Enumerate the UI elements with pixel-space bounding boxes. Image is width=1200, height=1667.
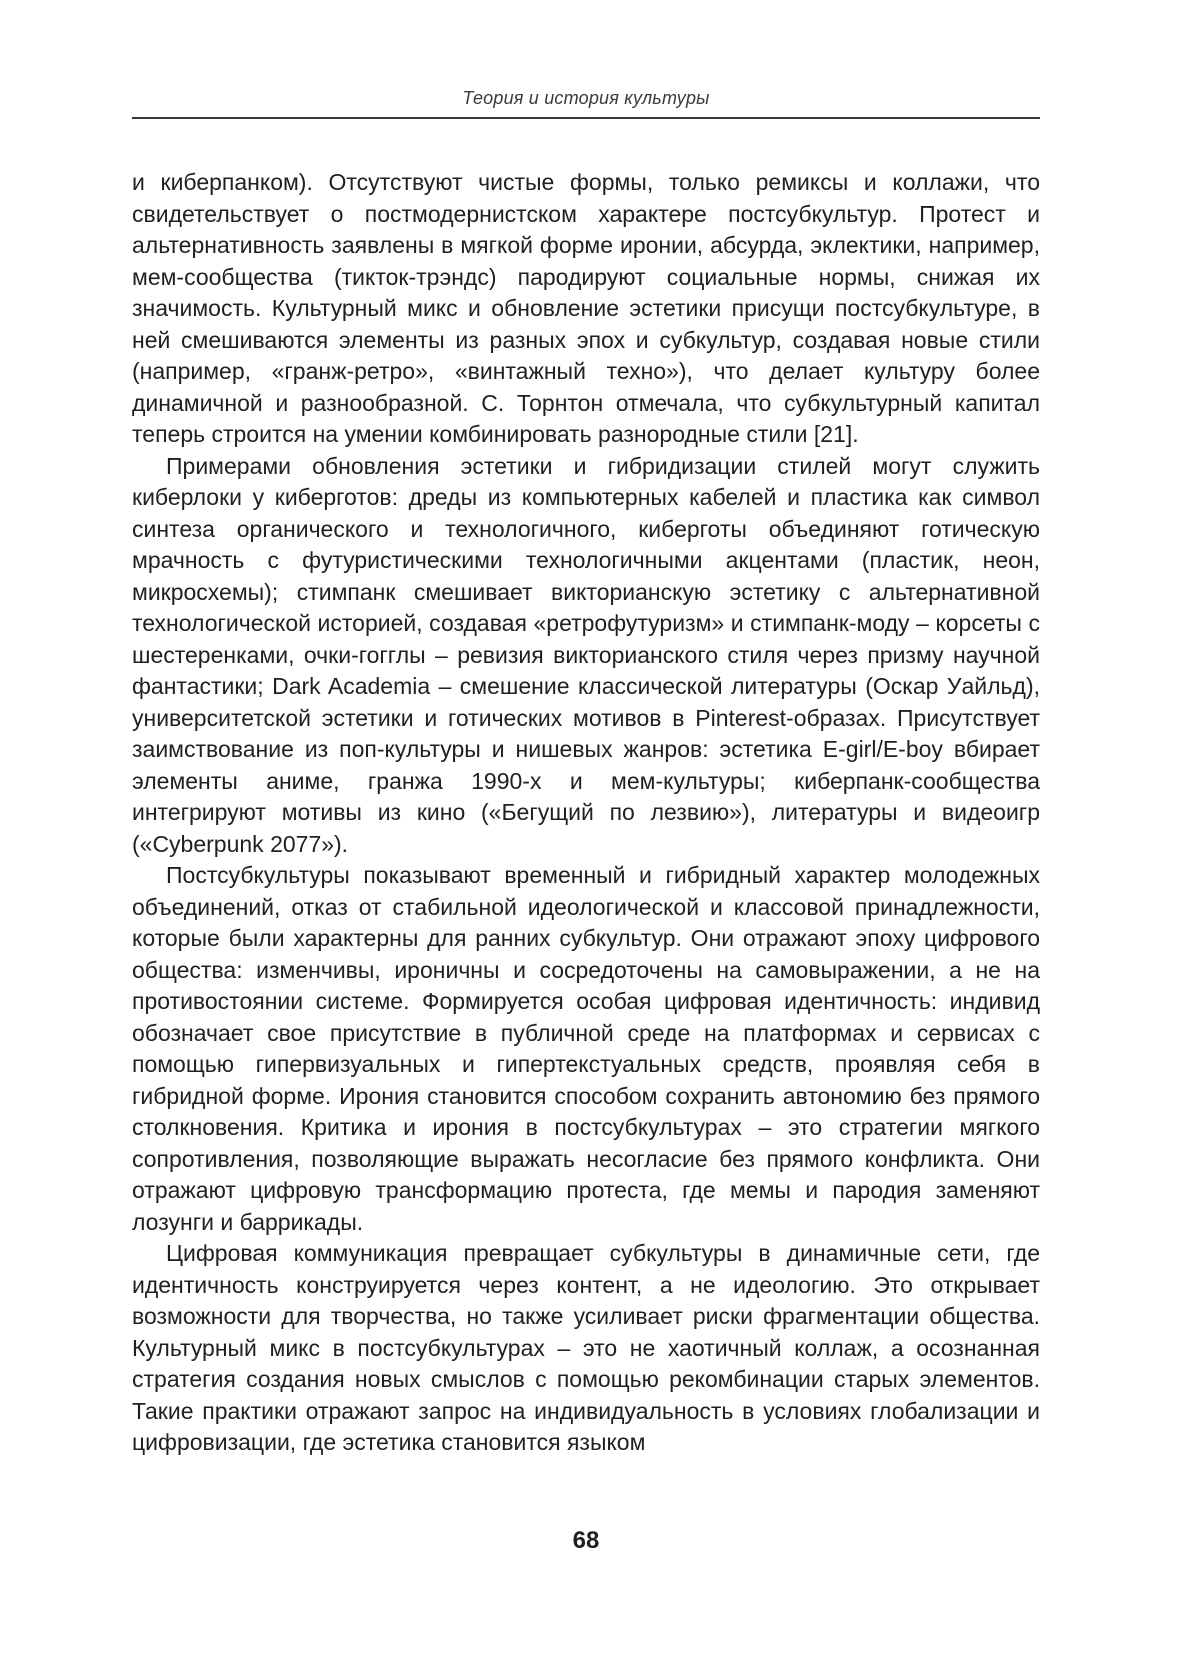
page-number: 68: [572, 1527, 600, 1554]
body-text: [132, 167, 1040, 1459]
header-divider: [132, 117, 1040, 119]
paragraph-continuation: и киберпанком). Отсутствуют чистые формы, только ремиксы и коллажи, что свидетельствует о постмодернистском характере постсубкультур. Протест и альтернативность заявлены в мягкой форме иронии, абсурда, эклектики, например, мем-сообщества (тикток-трэндс) пародируют социальные нормы, снижая их значимость. Культурный микс и обновление эстетики присущи постсубкультуре, в ней смешиваются элементы из разных эпох и субкультур, создавая новые стили (например, «гранж-ретро», «винтажный техно»), что делает культуру более динамичной и разнообразной. С. Торнтон отмечала, что субкультурный капитал теперь строится на умении комбинировать разнородные стили [21].: [132, 169, 1040, 447]
running-header-title: Теория и история культуры: [462, 88, 710, 108]
paragraph-digital-communication: Цифровая коммуникация превращает субкультуры в динамичные сети, где идентичность конструируется через контент, а не идеологию. Это открывает возможности для творчества, но также усиливает риски фрагментации общества. Культурный микс в постсубкультурах – это не хаотичный коллаж, а осознанная стратегия создания новых смыслов с помощью рекомбинации старых элементов. Такие практики отражают запрос на индивидуальность в условиях глобализации и цифровизации, где эстетика становится языком: [132, 1240, 1040, 1455]
paragraph-postsubcultures: Постсубкультуры показывают временный и гибридный характер молодежных объединений, отказ от стабильной идеологической и классовой принадлежности, которые были характерны для ранних субкультур. Они отражают эпоху цифрового общества: изменчивы, ироничны и сосредоточены на самовыражении, а не на противостоянии системе. Формируется особая цифровая идентичность: индивид обозначает свое присутствие в публичной среде на платформах и сервисах с помощью гипервизуальных и гипертекстуальных средств, проявляя себя в гибридной форме. Ирония становится способом сохранить автономию без прямого столкновения. Критика и ирония в постсубкультурах – это стратегии мягкого сопротивления, позволяющие выражать несогласие без прямого конфликта. Они отражают цифровую трансформацию протеста, где мемы и пародия заменяют лозунги и баррикады.: [132, 862, 1040, 1235]
paragraph-aesthetics: Примерами обновления эстетики и гибридизации стилей могут служить киберлоки у киберготов: дреды из компьютерных кабелей и пластика как символ синтеза органического и технологичного, киберготы объединяют готическую мрачность с футуристическими технологичными акцентами (пластик, неон, микросхемы); стимпанк смешивает викторианскую эстетику с альтернативной технологической историей, создавая «ретрофутуризм» и стимпанк-моду – корсеты с шестеренками, очки-гогглы – ревизия викторианского стиля через призму научной фантастики; Dark Academia – смешение классической литературы (Оскар Уайльд), университетской эстетики и готических мотивов в Pinterest-образах. Присутствует заимствование из поп-культуры и нишевых жанров: эстетика E-girl/E-boy вбирает элементы аниме, гранжа 1990-х и мем-культуры; киберпанк-сообщества интегрируют мотивы из кино («Бегущий по лезвию»), литературы и видеоигр («Cyberpunk 2077»).: [132, 452, 1040, 857]
